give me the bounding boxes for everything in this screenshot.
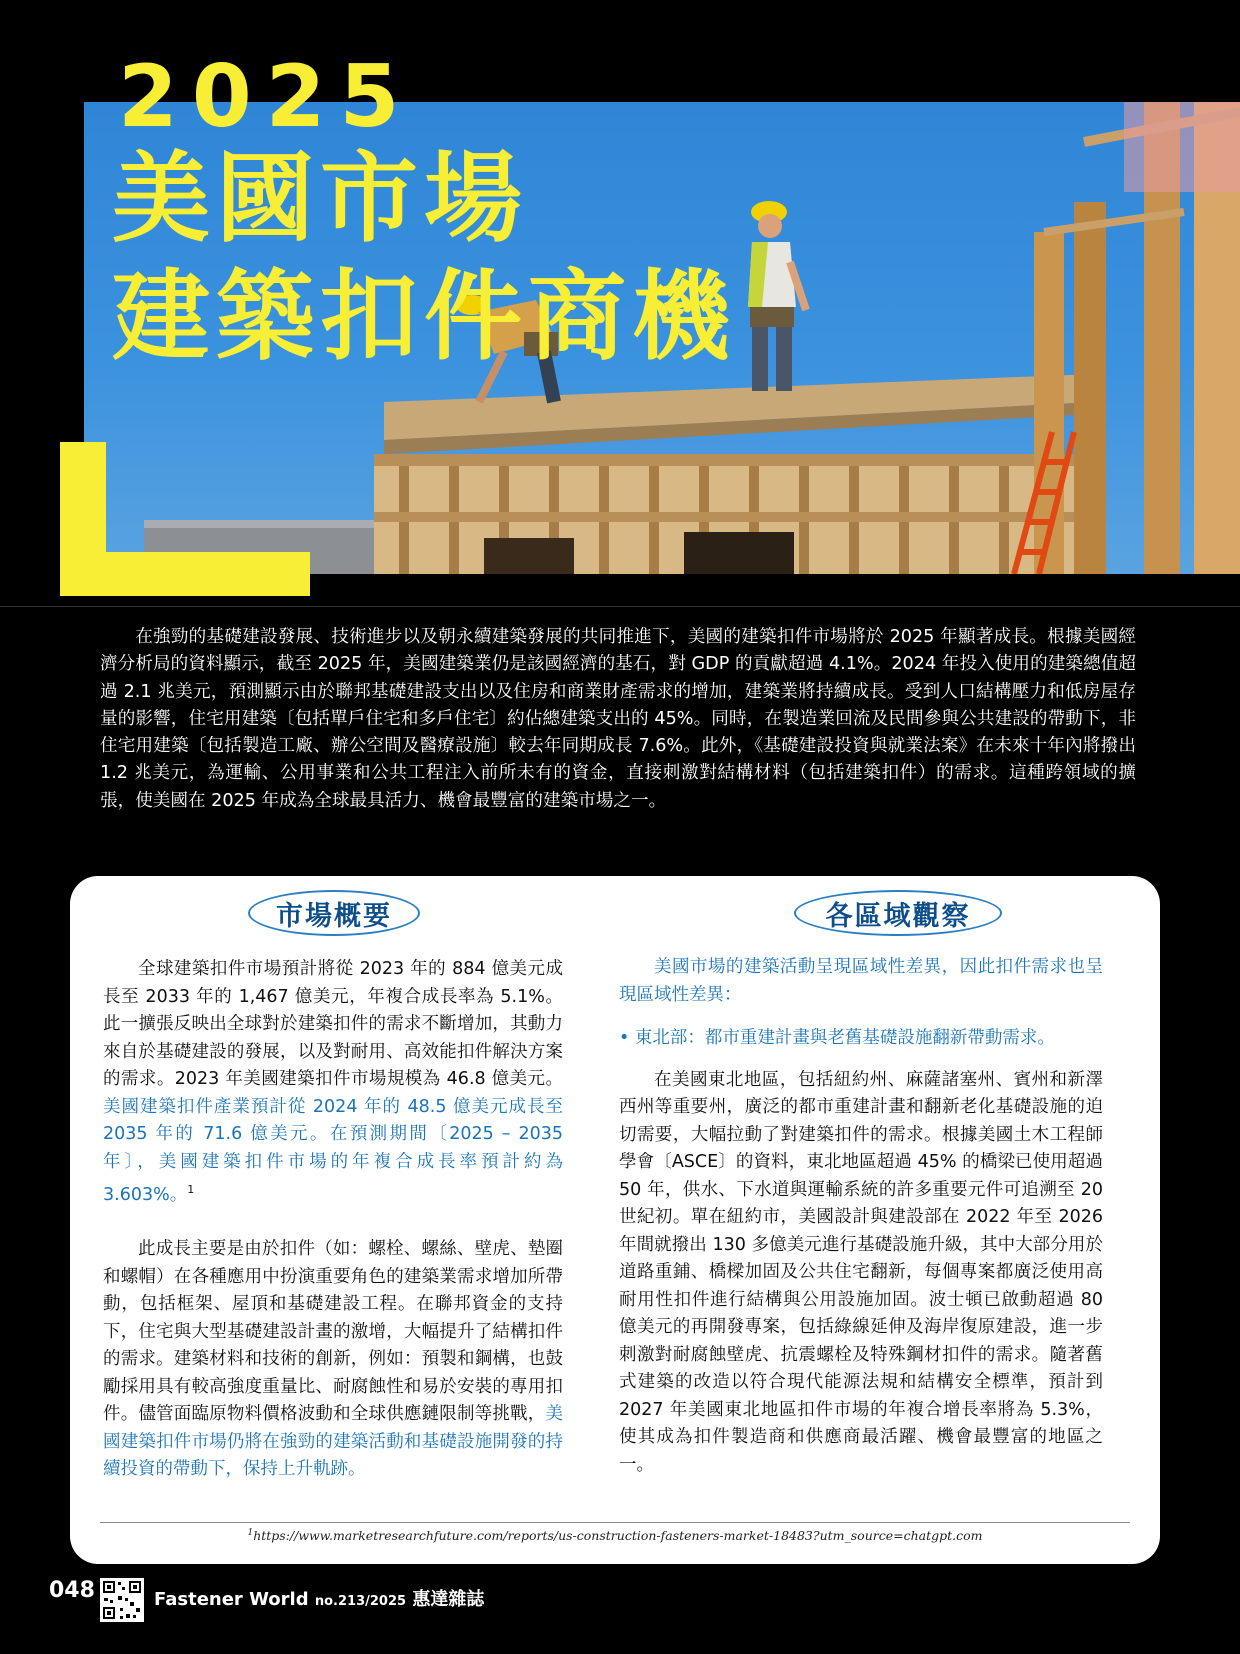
footnote (100, 1528, 1130, 1543)
footnote-ref: 1 (187, 1183, 195, 1196)
issue-number: no.213/2025 (314, 1594, 407, 1609)
divider (0, 606, 1240, 607)
yellow-bracket-decoration (60, 442, 310, 596)
left-p1-highlight: 美國建築扣件產業預計從 2024 年的 48.5 億美元成長至 2035 年的 71.6 億美元。在預測期間〔2025 – 2035 年〕，美國建築扣件市場的年複合成長率預計約為 3.603%。 (103, 1096, 563, 1205)
right-column (619, 954, 1103, 1479)
left-p2-highlight: 美國建築扣件市場仍將在強勁的建築活動和基礎設施開發的持續投資的帶動下，保持上升軌跡。 (103, 1404, 563, 1480)
section-heading-regional-observation: 各區域觀察 (794, 890, 1002, 936)
title-line-2: 建築扣件商機 (112, 260, 737, 374)
footnote-mark: 1 (247, 1528, 254, 1538)
left-column (103, 956, 563, 1484)
left-paragraph-2 (103, 1236, 563, 1484)
right-lead: 美國市場的建築活動呈現區域性差異，因此扣件需求也呈現區域性差異： (619, 957, 1103, 1005)
magazine-brand (154, 1585, 484, 1611)
footnote-url[interactable]: https://www.marketresearchfuture.com/reports/us-construction-fasteners-market-18483?utm_source=chatgpt.com (253, 1528, 983, 1544)
title-year: 2025 (118, 47, 414, 147)
left-p2-text: 此成長主要是由於扣件（如：螺栓、螺絲、壁虎、墊圈和螺帽）在各種應用中扮演重要角色的建築業需求增加所帶動，包括框架、屋頂和基礎建設工程。在聯邦資金的支持下，住宅與大型基礎建設計畫的激增，大幅提升了結構扣件的需求。建築材料和技術的創新，例如：預製和鋼構，也鼓勵採用具有較高強度重量比、耐腐蝕性和易於安裝的專用扣件。儘管面臨原物料價格波動和全球供應鏈限制等挑戰， (103, 1239, 563, 1425)
footnote-divider (100, 1522, 1130, 1523)
right-bullet-northeast: • 東北部：都市重建計畫與老舊基礎設施翻新帶動需求。 (619, 1028, 1055, 1048)
right-body: 在美國東北地區，包括紐約州、麻薩諸塞州、賓州和新澤西州等重要州，廣泛的都市重建計畫和翻新老化基礎設施的迫切需要，大幅拉動了對建築扣件的需求。根據美國土木工程師學會〔ASCE〕的資料，東北地區超過 45% 的橋梁已使用超過 50 年，供水、下水道與運輸系統的許多重要元件可追溯至 20 世紀初。單在紐約市，美國設計與建設部在 2022 年至 2026 年間就撥出 130 多億美元進行基礎設施升級，其中大部分用於道路重鋪、橋樑加固及公共住宅翻新，每個專案都廣泛使用高耐用性扣件進行結構與公用設施加固。波士頓已啟動超過 80 億美元的再開發專案，包括綠線延伸及海岸復原建設，進一步刺激對耐腐蝕壁虎、抗震螺栓及特殊鋼材扣件的需求。隨著舊式建築的改造以符合現代能源法規和結構安全標準，預計到 2027 年美國東北地區扣件市場的年複合增長率將為 5.3%，使其成為扣件製造商和供應商最活躍、機會最豐富的地區之一。 (619, 1069, 1103, 1475)
brand-name: Fastener World (154, 1589, 309, 1610)
left-paragraph-1 (103, 956, 563, 1209)
intro-paragraph: 在強勁的基礎建設發展、技術進步以及朝永續建築發展的共同推進下，美國的建築扣件市場將於 2025 年顯著成長。根據美國經濟分析局的資料顯示，截至 2025 年，美國建築業仍是該國經濟的基石，對 GDP 的貢獻超過 4.1%。2024 年投入使用的建築總值超過 2.1 兆美元，預測顯示由於聯邦基礎建設支出以及住房和商業財產需求的增加，建築業將持續成長。受到人口結構壓力和低房屋存量的影響，住宅用建築〔包括單戶住宅和多戶住宅〕約佔總建築支出的 45%。同時，在製造業回流及民間參與公共建設的帶動下，非住宅用建築〔包括製造工廠、辦公空間及醫療設施〕較去年同期成長 7.6%。此外，《基礎建設投資與就業法案》在未來十年內將撥出 1.2 兆美元，為運輸、公用事業和公共工程注入前所未有的資金，直接刺激對結構材料（包括建築扣件）的需求。這種跨領域的擴張，使美國在 2025 年成為全球最具活力、機會最豐富的建築市場之一。 (100, 627, 1136, 811)
qr-code-icon[interactable] (100, 1578, 144, 1622)
content-panel (70, 876, 1160, 1564)
page-number: 048 (49, 1578, 95, 1603)
publisher-name: 惠達雜誌 (412, 1589, 485, 1610)
section-heading-market-overview: 市場概要 (248, 890, 420, 936)
title-line-1: 美國市場 (112, 142, 529, 256)
left-p1-text: 全球建築扣件市場預計將從 2023 年的 884 億美元成長至 2033 年的 1,467 億美元，年複合成長率為 5.1%。此一擴張反映出全球對於建築扣件的需求不斷增加，其動力來自於基礎建設的發展，以及對耐用、高效能扣件解決方案的需求。2023 年美國建築扣件市場規模為 46.8 億美元。 (103, 959, 563, 1089)
